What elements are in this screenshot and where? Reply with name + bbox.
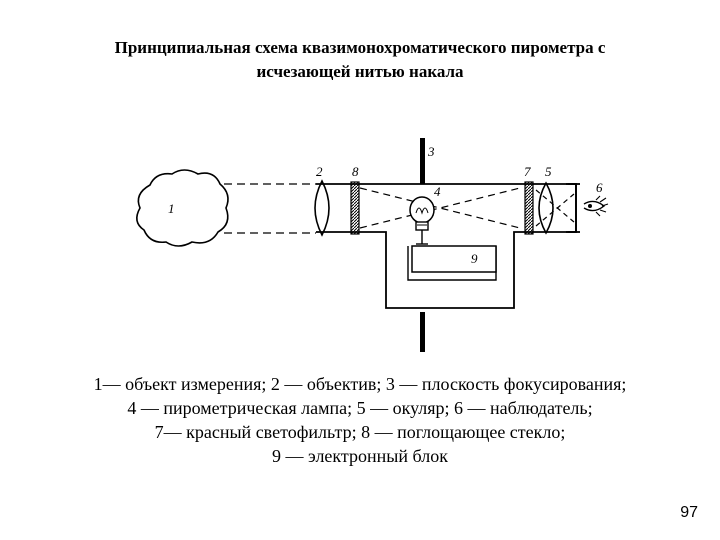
eyepiece-lens (539, 183, 553, 233)
label-eyepiece: 5 (545, 164, 552, 179)
title-line-1: Принципиальная схема квазимонохроматического пирометра с (114, 38, 606, 57)
caption-line-1: 1— объект измерения; 2 — объектив; 3 — плоскость фокусирования; (93, 374, 627, 394)
label-observer: 6 (596, 180, 603, 195)
eyepiece-tube (568, 184, 576, 232)
caption-line-3: 7— красный светофильтр; 8 — поглощающее стекло; (154, 422, 566, 442)
title-line-2: исчезающей нитью накала (256, 62, 464, 81)
measured-object-cloud (137, 170, 228, 246)
label-red-filter: 7 (524, 164, 531, 179)
label-object: 1 (168, 201, 175, 216)
page-number: 97 (680, 504, 698, 521)
legend-caption (40, 372, 680, 468)
label-focus-plane: 3 (428, 144, 435, 159)
observer-eye-icon (584, 196, 608, 216)
pyrometric-lamp (410, 197, 434, 244)
focus-plane-bottom (420, 312, 425, 352)
caption-line-2: 4 — пирометрическая лампа; 5 — окуляр; 6 — наблюдатель; (127, 398, 593, 418)
red-filter (525, 182, 533, 234)
label-lens: 2 (316, 164, 323, 179)
caption-line-4: 9 — электронный блок (272, 446, 448, 466)
absorbing-glass (351, 182, 359, 234)
label-lamp: 4 (434, 184, 441, 199)
objective-lens (315, 181, 329, 235)
label-electronic-block: 9 (471, 251, 478, 266)
label-absorbing-glass: 8 (352, 164, 359, 179)
focus-plane-top (420, 138, 425, 184)
electronic-block (412, 246, 496, 272)
